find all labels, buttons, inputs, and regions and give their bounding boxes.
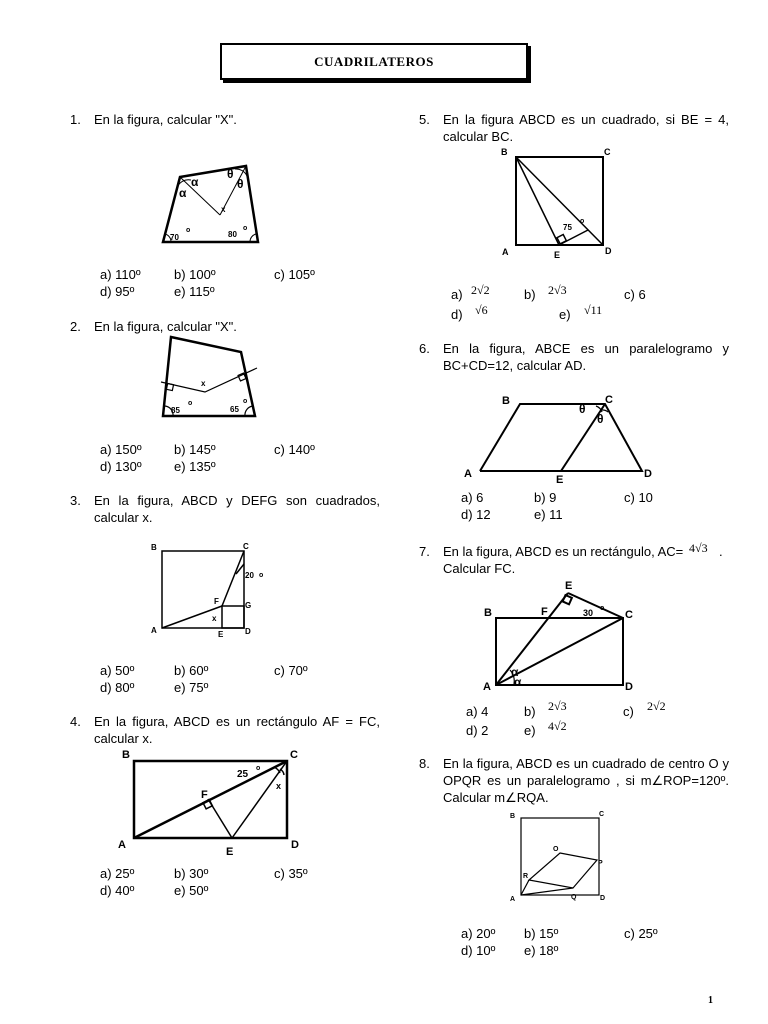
option-a: a) 20º	[461, 926, 496, 941]
answers-q8	[461, 925, 721, 961]
option-a: a) 50º	[100, 663, 135, 678]
label-75: 75	[563, 223, 572, 232]
option-e: e) 11	[534, 507, 563, 522]
question-text-line-2: Calcular FC.	[443, 561, 516, 576]
question-number: 8.	[419, 756, 430, 771]
answers-q6	[461, 489, 721, 525]
vertex-b: B	[122, 749, 130, 761]
answers-q7	[466, 700, 726, 742]
option-d: d) 40º	[100, 883, 135, 898]
figure-q4	[112, 745, 312, 860]
question-number: 6.	[419, 341, 430, 356]
label-alpha: α	[191, 175, 199, 189]
degree-mark: o	[186, 227, 191, 234]
figure-q6	[460, 390, 660, 485]
option-c: c) 25º	[624, 926, 658, 941]
title-box	[220, 43, 528, 80]
vertex-c: C	[290, 749, 298, 761]
option-a: a)	[451, 287, 463, 302]
vertex-q: Q	[571, 894, 577, 901]
vertex-b: B	[502, 395, 510, 407]
option-b: b) 145º	[174, 442, 216, 457]
page-title: CUADRILATEROS	[314, 53, 434, 69]
vertex-e: E	[556, 474, 564, 486]
vertex-c: C	[599, 811, 605, 818]
question-text-period: .	[719, 544, 723, 559]
question-text-line-3: Calcular m∠RQA.	[443, 790, 549, 805]
question-number: 3.	[70, 493, 81, 508]
label-30: 30	[583, 608, 594, 618]
vertex-a: A	[502, 247, 509, 257]
option-e-value: √11	[584, 303, 603, 317]
option-b: b)	[524, 704, 536, 719]
option-c: c) 140º	[274, 442, 315, 457]
question-text-line-2: calcular BC.	[443, 129, 514, 144]
question-3	[70, 493, 380, 527]
vertex-a: A	[464, 468, 472, 480]
page-number: 1	[708, 995, 713, 1006]
option-e: e) 115º	[174, 284, 215, 299]
label-80: 80	[228, 230, 237, 239]
question-text-line-1: En la figura ABCD es un cuadrado, si BE = 4,	[443, 112, 729, 127]
label-x: x	[276, 781, 282, 791]
question-text-line-2: calcular x.	[94, 731, 153, 746]
option-b: b) 15º	[524, 926, 559, 941]
option-b-value: 2√3	[548, 283, 567, 297]
question-number: 2.	[70, 319, 81, 334]
question-text-line-1: En la figura, ABCD es un rectángulo, AC=	[443, 544, 684, 559]
vertex-c: C	[604, 147, 611, 157]
option-c: c) 10	[624, 490, 653, 505]
option-c-value: 2√2	[647, 699, 666, 713]
label-theta: θ	[597, 412, 604, 426]
figure-q2	[155, 334, 265, 424]
vertex-c: C	[243, 542, 249, 551]
option-d: d) 12	[461, 507, 491, 522]
option-d-value: √6	[475, 303, 488, 317]
label-x: x	[221, 205, 226, 214]
degree-mark: o	[600, 605, 605, 612]
label-20: 20	[245, 571, 254, 580]
question-6	[419, 341, 729, 375]
option-a-value: 2√2	[471, 283, 490, 297]
answers-q1	[100, 266, 360, 302]
vertex-o: O	[553, 846, 559, 853]
figure-q3	[148, 540, 278, 640]
vertex-b: B	[501, 147, 508, 157]
option-b: b)	[524, 287, 536, 302]
option-c: c)	[623, 704, 634, 719]
answers-q5	[451, 282, 711, 324]
question-7	[419, 541, 729, 578]
label-x: x	[212, 614, 217, 623]
question-text-line-1: En la figura, ABCD es un cuadrado de centro O y	[443, 756, 729, 771]
option-b: b) 60º	[174, 663, 209, 678]
vertex-d: D	[625, 681, 633, 693]
degree-mark: o	[259, 572, 264, 579]
label-65: 65	[230, 405, 239, 414]
vertex-f: F	[201, 789, 208, 801]
question-text: En la figura, calcular "X".	[94, 112, 237, 127]
answers-q3	[100, 662, 360, 698]
vertex-r: R	[523, 873, 529, 880]
label-x: x	[201, 379, 206, 388]
option-a: a) 150º	[100, 442, 142, 457]
question-text-line-2: BC+CD=12, calcular AD.	[443, 358, 587, 373]
option-e: e) 135º	[174, 459, 216, 474]
vertex-d: D	[605, 246, 612, 256]
question-number: 5.	[419, 112, 430, 127]
degree-mark: o	[188, 400, 193, 407]
option-d: d) 95º	[100, 284, 135, 299]
vertex-d: D	[644, 468, 652, 480]
vertex-d: D	[291, 839, 299, 851]
option-d: d)	[451, 307, 463, 322]
degree-mark: o	[580, 218, 585, 225]
label-theta: θ	[237, 177, 244, 191]
question-text-line-2: calcular x.	[94, 510, 153, 525]
option-b: b) 30º	[174, 866, 209, 881]
degree-mark: o	[243, 225, 248, 232]
option-a: a) 25º	[100, 866, 135, 881]
ac-value: 4√3	[689, 541, 708, 555]
vertex-c: C	[605, 394, 613, 406]
vertex-b: B	[484, 607, 492, 619]
question-number: 7.	[419, 544, 430, 559]
option-a: a) 110º	[100, 267, 141, 282]
option-b: b) 100º	[174, 267, 216, 282]
figure-q5	[500, 145, 620, 260]
vertex-p: P	[598, 860, 603, 867]
question-text-line-2: OPQR es un paralelogramo , si m∠ROP=120º.	[443, 773, 729, 788]
label-85: 85	[171, 406, 180, 415]
label-alpha: α	[511, 665, 519, 679]
label-alpha: α	[179, 186, 187, 200]
vertex-b: B	[510, 813, 516, 820]
vertex-a: A	[483, 681, 491, 693]
vertex-b: B	[151, 543, 157, 552]
vertex-e: E	[565, 580, 573, 592]
option-e: e) 18º	[524, 943, 559, 958]
option-c: c) 6	[624, 287, 646, 302]
label-theta: θ	[579, 402, 586, 416]
label-25: 25	[237, 769, 249, 780]
vertex-a: A	[118, 839, 126, 851]
question-text: En la figura, calcular "X".	[94, 319, 237, 334]
question-1	[70, 112, 380, 130]
vertex-c: C	[625, 609, 633, 621]
vertex-g: G	[245, 601, 252, 610]
question-text-line-1: En la figura, ABCE es un paralelogramo y	[443, 341, 729, 356]
option-d: d) 2	[466, 723, 489, 738]
question-4	[70, 714, 380, 748]
answers-q2	[100, 441, 360, 477]
option-d: d) 80º	[100, 680, 135, 695]
vertex-a: A	[151, 626, 157, 635]
question-number: 1.	[70, 112, 81, 127]
question-text-line-1: En la figura, ABCD es un rectángulo AF = FC,	[94, 714, 380, 729]
vertex-a: A	[510, 896, 516, 903]
option-e: e)	[524, 723, 536, 738]
option-b: b) 9	[534, 490, 557, 505]
figure-q1	[155, 160, 265, 250]
question-text-line-1: En la figura, ABCD y DEFG son cuadrados,	[94, 493, 380, 508]
question-5	[419, 112, 729, 146]
option-c: c) 105º	[274, 267, 315, 282]
option-e: e) 75º	[174, 680, 209, 695]
option-d: d) 130º	[100, 459, 142, 474]
label-alpha: α	[514, 675, 522, 689]
option-b-value: 2√3	[548, 699, 567, 713]
option-c: c) 70º	[274, 663, 308, 678]
degree-mark: o	[256, 765, 261, 772]
option-e: e) 50º	[174, 883, 209, 898]
vertex-e: E	[226, 846, 234, 858]
vertex-d: D	[245, 627, 251, 636]
question-number: 4.	[70, 714, 81, 729]
label-theta: θ	[227, 167, 234, 181]
option-e: e)	[559, 307, 571, 322]
answers-q4	[100, 865, 360, 901]
option-e-value: 4√2	[548, 719, 567, 733]
vertex-f: F	[214, 597, 219, 606]
option-d: d) 10º	[461, 943, 496, 958]
degree-mark: o	[243, 398, 248, 405]
figure-q7	[480, 578, 640, 693]
figure-q8	[505, 808, 610, 903]
vertex-d: D	[600, 895, 606, 902]
vertex-e: E	[554, 250, 561, 260]
label-70: 70	[170, 233, 179, 242]
vertex-f: F	[541, 606, 548, 618]
question-8	[419, 756, 729, 808]
vertex-e: E	[218, 630, 224, 639]
option-c: c) 35º	[274, 866, 308, 881]
option-a: a) 4	[466, 704, 489, 719]
option-a: a) 6	[461, 490, 484, 505]
